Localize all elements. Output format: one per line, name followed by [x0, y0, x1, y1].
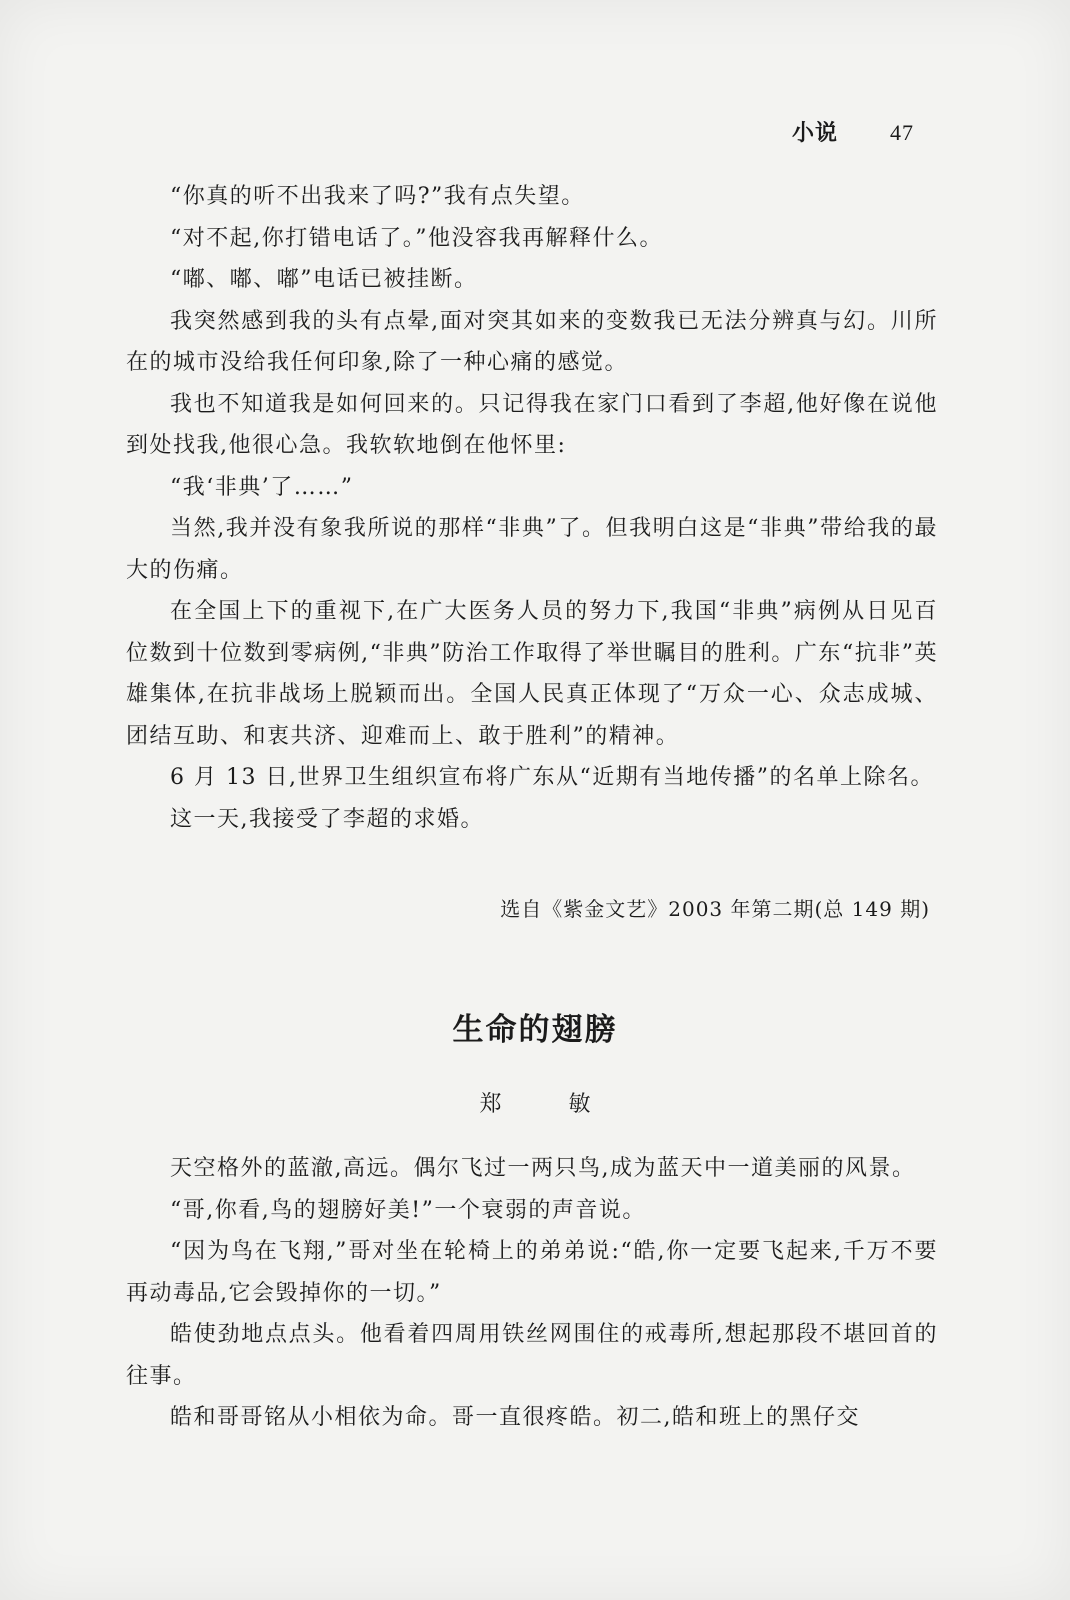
paragraph: “哥,你看,鸟的翅膀好美!”一个衰弱的声音说。 [170, 1197, 646, 1223]
story-title: 生命的翅膀 [452, 1012, 618, 1048]
paragraph: 皓和哥哥铭从小相依为命。哥一直很疼皓。初二,皓和班上的黑仔交 [170, 1405, 860, 1430]
running-head [792, 118, 914, 149]
paragraph: “因为鸟在飞翔,”哥对坐在轮椅上的弟弟说:“皓,你一定要飞起来,千万不要再动毒品,它会毁掉你的一切。” [126, 1239, 938, 1306]
section-label: 小说 [791, 121, 838, 146]
paragraph: 皓使劲地点点头。他看着四周用铁丝网围住的戒毒所,想起那段不堪回首的往事。 [126, 1322, 938, 1389]
page-number: 47 [890, 120, 914, 145]
paragraph: 我也不知道我是如何回来的。只记得我在家门口看到了李超,他好像在说他到处找我,他很心急。我软软地倒在他怀里: [126, 391, 938, 458]
paragraph: “我‘非典’了……” [170, 474, 354, 500]
paragraph: 天空格外的蓝澈,高远。偶尔飞过一两只鸟,成为蓝天中一道美丽的风景。 [170, 1156, 916, 1181]
paragraph: “你真的听不出我来了吗?”我有点失望。 [170, 184, 585, 209]
source-citation: 选自《紫金文艺》2003 年第二期(总 149 期) [500, 897, 930, 921]
paragraph: 我突然感到我的头有点晕,面对突其如来的变数我已无法分辨真与幻。川所在的城市没给我任何印象,除了一种心痛的感觉。 [126, 308, 938, 375]
paragraph: 在全国上下的重视下,在广大医务人员的努力下,我国“非典”病例从日见百位数到十位数到零病例,“非典”防治工作取得了举世瞩目的胜利。广东“抗非”英雄集体,在抗非战场上脱颖而出。全国人民真正体现了“万众一心、众志成城、团结互助、和衷共济、迎难而上、敢于胜利”的精神。 [126, 599, 938, 749]
paragraph: “对不起,你打错电话了。”他没容我再解释什么。 [170, 225, 663, 251]
new-story-text [126, 1148, 938, 1439]
paragraph: 这一天,我接受了李超的求婚。 [170, 806, 484, 832]
paragraph: 当然,我并没有象我所说的那样“非典”了。但我明白这是“非典”带给我的最大的伤痛。 [126, 516, 938, 583]
paragraph: 6 月 13 日,世界卫生组织宣布将广东从“近期有当地传播”的名单上除名。 [170, 765, 934, 790]
paragraph: “嘟、嘟、嘟”电话已被挂断。 [170, 267, 478, 292]
story-end-text [126, 176, 938, 840]
story-author: 郑 敏 [479, 1092, 621, 1117]
